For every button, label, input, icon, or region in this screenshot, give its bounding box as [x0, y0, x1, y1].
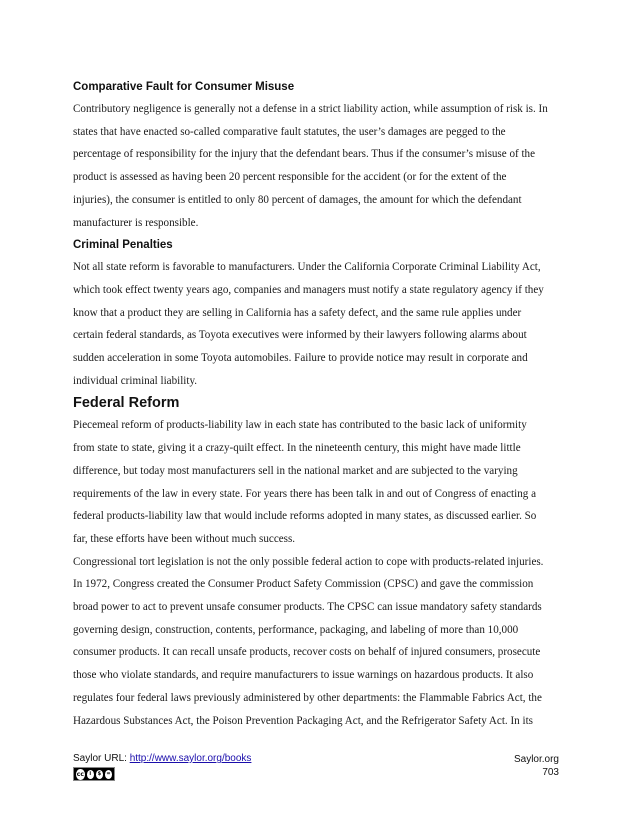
paragraph-criminal-penalties [73, 256, 559, 392]
text-line: which took effect twenty years ago, companies and managers must notify a state regulatory agency if they [73, 283, 544, 296]
text-line: federal products-liability law that would include reforms adopted in many states, as discussed earlier. So [73, 510, 537, 523]
text-line: injuries), the consumer is entitled to only 80 percent of damages, the amount for which the defendant [73, 193, 522, 206]
heading-federal-reform: Federal Reform [73, 395, 180, 412]
heading-comparative-fault: Comparative Fault for Consumer Misuse [73, 81, 295, 93]
text-line: percentage of responsibility for the injury that the defendant bears. Thus if the consumer’s misuse of the [73, 148, 536, 161]
text-line: know that a product they are selling in California has a safety defect, and the same rule applies under [73, 306, 522, 319]
footer-url-label: Saylor URL: [73, 753, 130, 764]
cc-icon: cc [76, 770, 84, 778]
page-content [73, 76, 559, 732]
paragraph-federal-reform-1 [73, 414, 559, 550]
paragraph-comparative-fault [73, 98, 559, 234]
footer-site: Saylor.org [513, 754, 559, 765]
footer-right [514, 753, 559, 779]
text-line: governing design, construction, contents, performance, packaging, and labeling of more than 10,000 [73, 623, 519, 636]
page-number: 703 [542, 767, 559, 778]
paragraph-federal-reform-2 [73, 551, 559, 733]
text-line: manufacturer is responsible. [73, 216, 199, 229]
heading-criminal-penalties: Criminal Penalties [73, 239, 173, 252]
text-line: far, these efforts have been without much success. [73, 532, 296, 545]
text-line: Congressional tort legislation is not the only possible federal action to cope with products-related injuries. [73, 555, 544, 568]
text-line: those who violate standards, and require manufacturers to issue warnings on hazardous products. It also [73, 669, 534, 682]
text-line: Not all state reform is favorable to manufacturers. Under the California Corporate Criminal Liability Act, [73, 261, 541, 274]
text-line: requirements of the law in every state. For years there has been talk in and out of Congress of enacting a [73, 487, 537, 500]
text-line: Piecemeal reform of products-liability law in each state has contributed to the basic lack of uniformity [73, 419, 527, 432]
text-line: states that have enacted so-called comparative fault statutes, the user’s damages are pegged to the [73, 125, 506, 138]
text-line: consumer products. It can recall unsafe products, recover costs on behalf of injured consumers, prosecute [73, 646, 541, 659]
text-line: regulates four federal laws previously administered by other departments: the Flammable Fabrics Act, the [73, 691, 542, 704]
footer-url [73, 753, 251, 764]
text-line: difference, but today most manufacturers sell in the national market and are subjected to the varying [73, 464, 518, 477]
saylor-books-link[interactable]: http://www.saylor.org/books [129, 753, 252, 764]
no-derivatives-icon: = [106, 771, 111, 777]
text-line: product is assessed as having been 20 percent responsible for the accident (or for the extent of the [73, 171, 507, 184]
text-line: individual criminal liability. [73, 374, 198, 387]
attribution-icon: i [87, 770, 94, 779]
text-line: sudden acceleration in some Toyota automobiles. Failure to provide notice may result in corporate and [73, 352, 528, 365]
noncommercial-icon: $ [97, 771, 102, 777]
text-line: In 1972, Congress created the Consumer Product Safety Commission (CPSC) and gave the commission [73, 578, 534, 591]
creative-commons-license-icon [73, 767, 115, 781]
text-line: Hazardous Substances Act, the Poison Prevention Packaging Act, and the Refrigerator Safety Act. In its [73, 714, 533, 727]
text-line: broad power to act to prevent unsafe consumer products. The CPSC can issue mandatory safety standards [73, 601, 542, 614]
text-line: Contributory negligence is generally not a defense in a strict liability action, while assumption of risk is. In [73, 103, 548, 115]
text-line: certain federal standards, as Toyota executives were informed by their lawyers following alarms about [73, 329, 527, 342]
text-line: from state to state, giving it a crazy-quilt effect. In the nineteenth century, this might have made little [73, 442, 521, 455]
